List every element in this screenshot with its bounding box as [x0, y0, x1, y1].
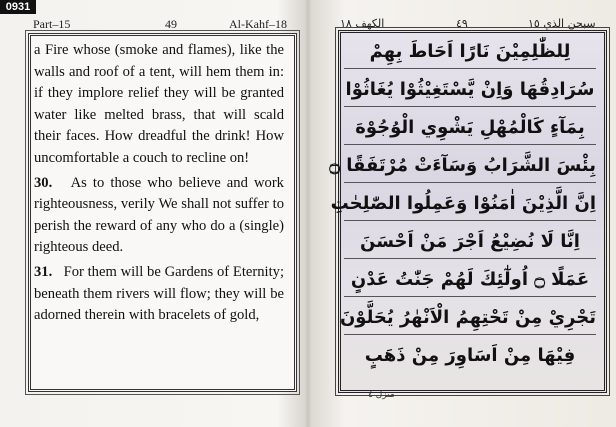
part-label: Part–15	[33, 17, 71, 31]
translation-paragraph: a Fire whose (smoke and flames), like the walls and roof of a tent, will hem them in: if they implore relief they will be granted water like melted brass, that will scald their faces. How dreadful the drink! How uncomfortable a couch to recline on!	[34, 42, 284, 166]
arabic-line: لِلظّٰلِمِيْنَ نَارًا اَحَاطَ بِهِمْ	[344, 36, 596, 69]
verse-number: 31.	[34, 263, 53, 280]
arabic-line: فِيْهَا مِنْ اَسَاوِرَ مِنْ ذَهَبٍ	[364, 345, 576, 366]
surah-label: Al-Kahf–18	[229, 17, 287, 31]
verse-31	[34, 262, 284, 327]
arabic-line: اِنَّ الَّذِيْنَ اٰمَنُوْا وَعَمِلُوا الصّٰلِحٰتِ	[344, 188, 596, 221]
arabic-line: بِئْسَ الشَّرَابُ وَسَآءَتْ مُرْتَفَقًا ۝	[344, 150, 596, 183]
arabic-line: اِنَّا لَا نُضِيْعُ اَجْرَ مَنْ اَحْسَنَ	[344, 226, 596, 259]
arabic-line: سُرَادِقُهَا وَاِنْ يَّسْتَغِيْثُوْا يُغَاثُوْا	[344, 74, 596, 107]
image-id-badge: 0931	[0, 0, 36, 14]
arabic-surah-label: الكهف ١٨	[340, 17, 385, 30]
page-number: 49	[165, 17, 177, 31]
verse-text: For them will be Gardens of Eternity; beneath them rivers will flow; they will be adorned therein with bracelets of gold,	[34, 263, 284, 324]
translation-text	[34, 40, 284, 327]
arabic-line: بِمَآءٍ كَالْمُهْلِ يَشْوِي الْوُجُوْهَ	[344, 112, 596, 145]
arabic-line: عَمَلًا ۝ اُولٰٓئِكَ لَهُمْ جَنّٰتُ عَدْنٍ	[344, 264, 596, 297]
verse-text: As to those who believe and work righteousness, verily We shall not suffer to perish the reward of any who do a (single) righteous deed.	[34, 174, 284, 256]
verse-30	[34, 173, 284, 259]
manzil-marker: منزل ٤	[368, 390, 395, 400]
arabic-part-label: سبحن الذي ١٥	[528, 17, 596, 30]
arabic-page-number: ٤٩	[456, 17, 468, 30]
verse-number: 30.	[34, 174, 53, 191]
arabic-line: تَجْرِيْ مِنْ تَحْتِهِمُ الْاَنْهٰرُ يُحَلَّوْنَ	[344, 302, 596, 335]
